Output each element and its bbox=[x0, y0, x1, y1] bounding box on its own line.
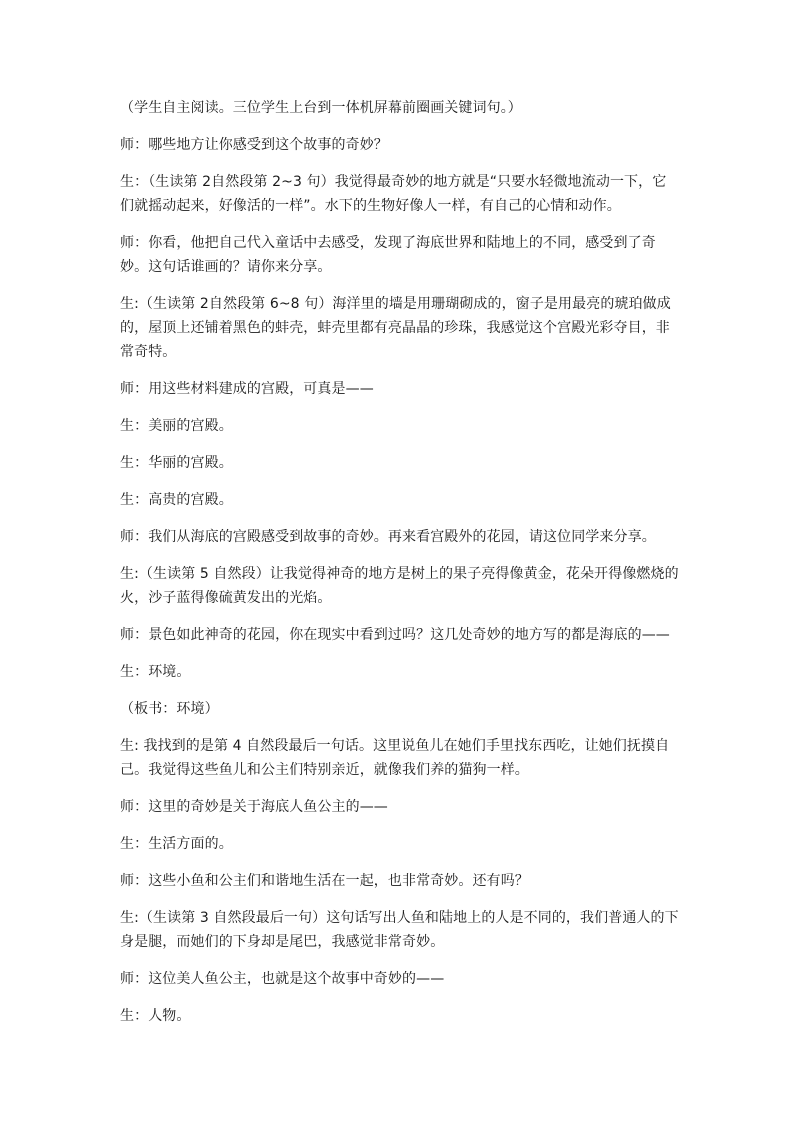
paragraph-student: 生：人物。 bbox=[120, 1008, 191, 1024]
paragraph-teacher: 师：你看，他把自己代入童话中去感受，发现了海底世界和陆地上的不同，感受到了奇妙。这句话谁画的？请你来分享。 bbox=[120, 235, 656, 275]
paragraph-teacher: 师：我们从海底的宫殿感受到故事的奇妙。再来看宫殿外的花园，请这位同学来分享。 bbox=[120, 529, 656, 545]
paragraph-student: 生:（生读第 3 自然段最后一句）这句话写出人鱼和陆地上的人是不同的，我们普通人的下身是腿，而她们的下身却是尾巴，我感觉非常奇妙。 bbox=[120, 910, 679, 950]
paragraph-student: 生：高贵的宫殿。 bbox=[120, 492, 233, 508]
paragraph-stage-direction: （学生自主阅读。三位学生上台到一体机屏幕前圈画关键词句。） bbox=[120, 100, 522, 116]
paragraph-student: 生：美丽的宫殿。 bbox=[120, 418, 233, 434]
paragraph-teacher: 师：这里的奇妙是关于海底人鱼公主的—— bbox=[120, 799, 388, 815]
paragraph-student: 生：生活方面的。 bbox=[120, 836, 233, 852]
paragraph-teacher: 师：哪些地方让你感受到这个故事的奇妙？ bbox=[120, 137, 388, 153]
paragraph-student: 生：华丽的宫殿。 bbox=[120, 455, 233, 471]
paragraph-student: 生：（生读第 2自然段第 2~3 句）我觉得最奇妙的地方就是“只要水轻微地流动一下，它们就摇动起来，好像活的一样”。水下的生物好像人一样，有自己的心情和动作。 bbox=[120, 174, 667, 214]
paragraph-student: 生：环境。 bbox=[120, 664, 191, 680]
paragraph-teacher: 师：这位美人鱼公主，也就是这个故事中奇妙的—— bbox=[120, 971, 445, 987]
paragraph-teacher: 师：这些小鱼和公主们和谐地生活在一起，也非常奇妙。还有吗？ bbox=[120, 873, 529, 889]
paragraph-board-note: （板书：环境） bbox=[120, 701, 219, 717]
paragraph-student: 生:（生读第 5 自然段）让我觉得神奇的地方是树上的果子亮得像黄金，花朵开得像燃烧的火，沙子蓝得像硫黄发出的光焰。 bbox=[120, 566, 679, 606]
paragraph-teacher: 师：用这些材料建成的宫殿，可真是—— bbox=[120, 381, 374, 397]
paragraph-student: 生: 我找到的是第 4 自然段最后一句话。这里说鱼儿在她们手里找东西吃，让她们抚摸自己。我觉得这些鱼儿和公主们特别亲近，就像我们养的猫狗一样。 bbox=[120, 738, 670, 778]
paragraph-student: 生:（生读第 2自然段第 6~8 句）海洋里的墙是用珊瑚砌成的，窗子是用最亮的琥珀做成的，屋顶上还铺着黑色的蚌壳，蚌壳里都有亮晶晶的珍珠，我感觉这个宫殿光彩夺目，非常奇特。 bbox=[120, 296, 671, 360]
document-body bbox=[120, 96, 680, 1041]
paragraph-teacher: 师：景色如此神奇的花园，你在现实中看到过吗？这几处奇妙的地方写的都是海底的—— bbox=[120, 627, 670, 643]
